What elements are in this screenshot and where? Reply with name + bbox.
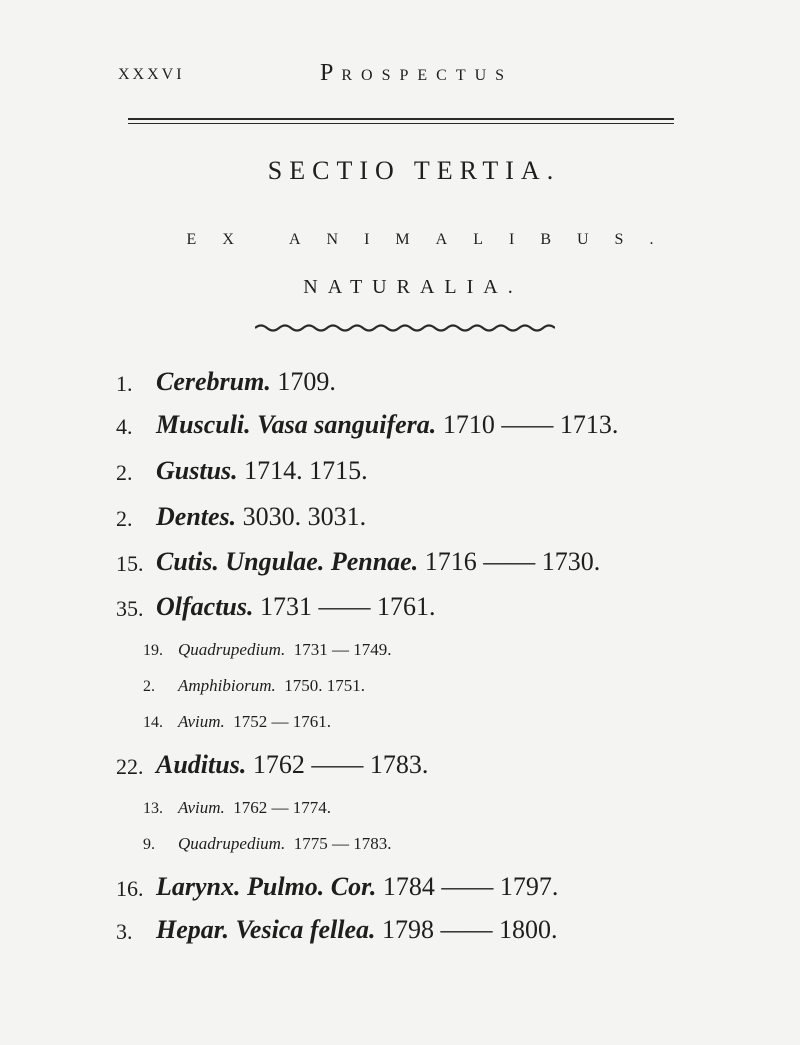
entry-name: Auditus. (156, 750, 247, 779)
entry-row (0, 640, 780, 664)
entry-number: 4. (116, 414, 133, 439)
entry-range: 1762 — 1774. (224, 798, 331, 817)
entry-range: 1709. (270, 367, 336, 396)
section-title: SECTIO TERTIA. (267, 156, 561, 185)
entry-text (178, 640, 391, 660)
entry-name: Amphibiorum. (178, 676, 276, 695)
entry-row (0, 798, 780, 822)
entry-number: 2. (116, 506, 133, 531)
entry-number: 14. (143, 714, 163, 731)
entry-row (0, 872, 780, 906)
entry-name: Avium. (178, 712, 225, 731)
entry-number: 9. (143, 836, 155, 853)
section-subtitle-ex-animalibus: EX ANIMALIBUS. (186, 231, 680, 248)
entry-range: 1714. 1715. (237, 456, 368, 485)
entry-range: 1710 —— 1713. (436, 410, 619, 439)
entry-text (156, 915, 558, 945)
entry-name: Larynx. Pulmo. Cor. (156, 872, 377, 901)
entry-row (0, 676, 780, 700)
entry-row (0, 592, 780, 626)
entry-name: Olfactus. (156, 592, 254, 621)
entry-row (0, 410, 780, 444)
entry-number: 16. (116, 876, 144, 901)
entry-row (0, 367, 780, 401)
entry-name: Dentes. (156, 502, 237, 531)
entry-range: 1750. 1751. (275, 676, 365, 695)
entry-name: Cutis. Ungulae. Pennae. (156, 547, 419, 576)
entry-row (0, 750, 780, 784)
entry-text (156, 410, 618, 440)
entry-range: 1716 —— 1730. (418, 547, 601, 576)
entry-row (0, 915, 780, 949)
entry-range: 1784 —— 1797. (376, 872, 559, 901)
entry-name: Musculi. Vasa sanguifera. (156, 410, 437, 439)
entry-number: 3. (116, 919, 133, 944)
entry-number: 2. (143, 678, 155, 695)
entry-text (178, 834, 391, 854)
entry-name: Hepar. Vesica fellea. (156, 915, 376, 944)
entry-name: Quadrupedium. (178, 640, 286, 659)
entry-text (178, 676, 365, 696)
entry-row (0, 834, 780, 858)
entry-text (156, 502, 366, 532)
running-head-initial: P (320, 60, 342, 86)
entry-row (0, 547, 780, 581)
entry-number: 13. (143, 800, 163, 817)
entry-text (156, 547, 600, 577)
entry-row (0, 456, 780, 490)
entry-number: 35. (116, 596, 144, 621)
entry-range: 1731 —— 1761. (253, 592, 436, 621)
page-number: XXXVI (118, 66, 185, 83)
entry-name: Avium. (178, 798, 225, 817)
section-subtitle-naturalia: NATURALIA. (303, 276, 523, 298)
entry-range: 1762 —— 1783. (246, 750, 429, 779)
entry-text (178, 712, 331, 732)
entry-range: 1731 — 1749. (285, 640, 392, 659)
entry-text (178, 798, 331, 818)
entry-number: 2. (116, 460, 133, 485)
entry-text (156, 367, 336, 397)
entry-text (156, 592, 436, 622)
entry-text (156, 456, 368, 486)
entry-name: Quadrupedium. (178, 834, 286, 853)
entry-range: 1752 — 1761. (224, 712, 331, 731)
entry-number: 19. (143, 642, 163, 659)
entry-number: 15. (116, 551, 144, 576)
entry-range: 1798 —— 1800. (375, 915, 558, 944)
entry-range: 3030. 3031. (236, 502, 367, 531)
entry-number: 22. (116, 754, 144, 779)
entry-text (156, 750, 428, 780)
entry-row (0, 712, 780, 736)
entry-name: Cerebrum. (156, 367, 271, 396)
entry-number: 1. (116, 371, 133, 396)
entry-row (0, 502, 780, 536)
entry-name: Gustus. (156, 456, 238, 485)
entry-range: 1775 — 1783. (285, 834, 392, 853)
entry-text (156, 872, 558, 902)
running-head-rest: ROSPECTUS (341, 67, 514, 84)
